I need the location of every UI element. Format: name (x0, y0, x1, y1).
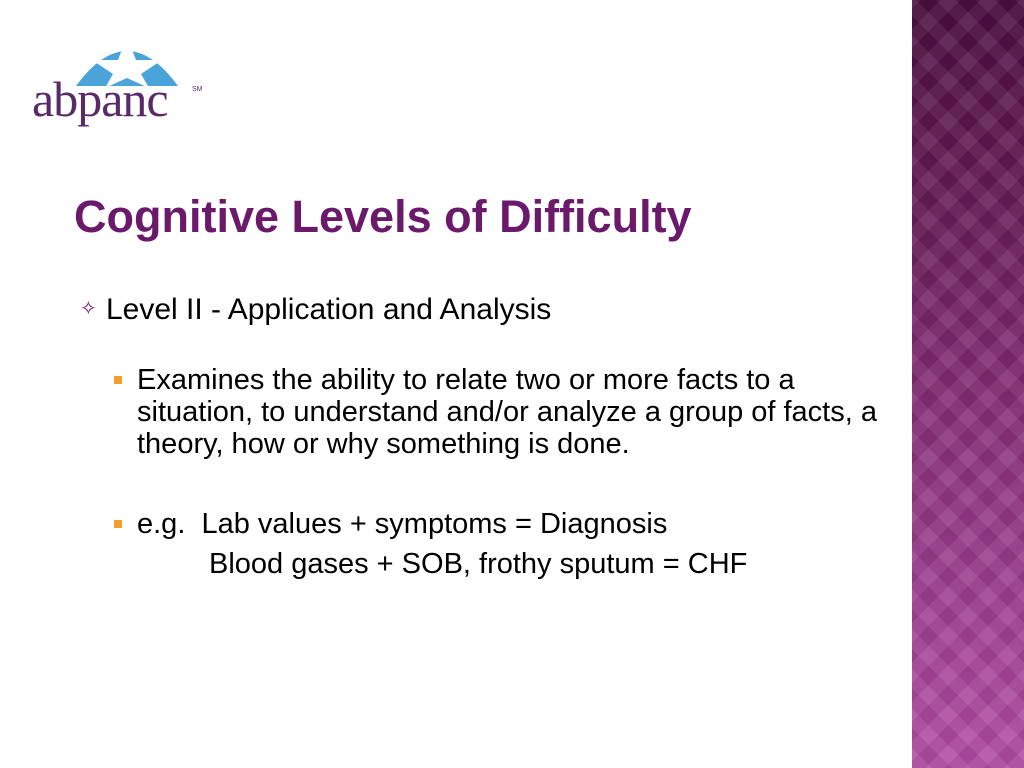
square-bullet-icon (114, 520, 122, 528)
bullet-continuation-text: Blood gases + SOB, frothy sputum = CHF (209, 548, 748, 580)
slide-title: Cognitive Levels of Difficulty (74, 191, 692, 242)
logo-wordmark: abpanc (32, 71, 168, 127)
four-point-star-icon: ✧ (80, 298, 97, 320)
logo-service-mark: SM (192, 86, 203, 93)
abpanc-logo (32, 30, 212, 140)
level1-text: Level II - Application and Analysis (106, 293, 552, 326)
bullet-text: Examines the ability to relate two or more facts to a situation, to understand and/or analyze a group of facts, a theory, how or why something is done. (137, 364, 877, 460)
list-item (114, 508, 874, 540)
decorative-side-band (912, 0, 1024, 768)
list-item (114, 364, 914, 460)
bullet-text: e.g. Lab values + symptoms = Diagnosis (137, 508, 668, 540)
level1-bullet (80, 292, 551, 328)
square-bullet-icon (114, 376, 122, 384)
